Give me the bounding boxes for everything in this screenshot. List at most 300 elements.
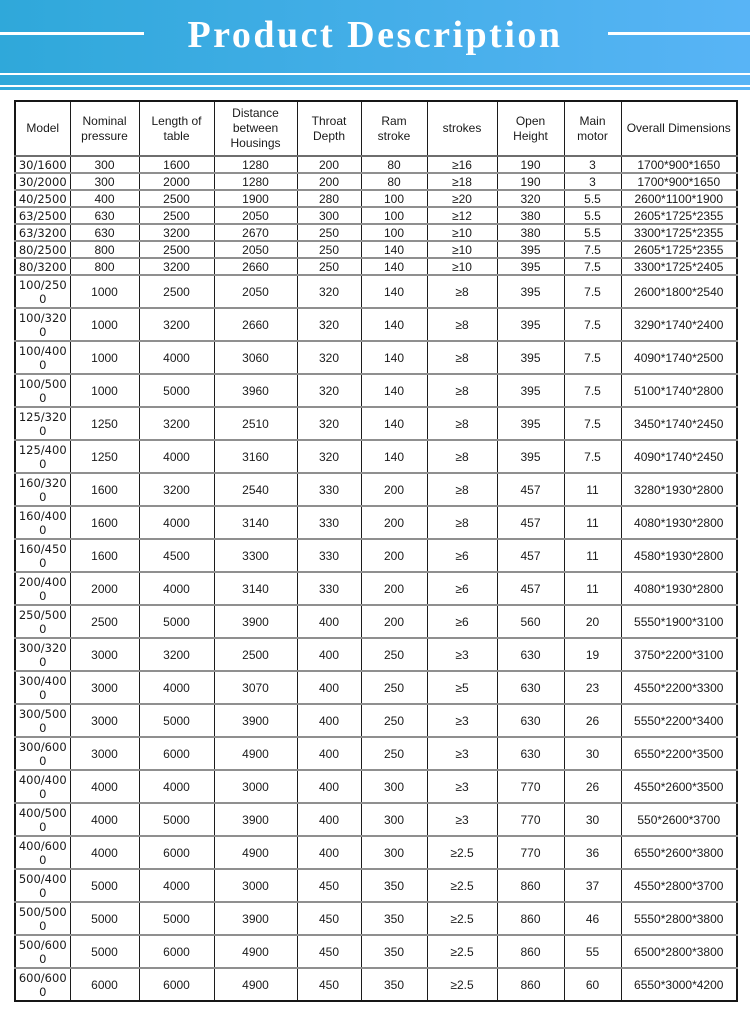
cell-strokes: ≥2.5: [427, 869, 497, 902]
table-row: [15, 803, 737, 836]
cell-nominal-pressure: 4000: [70, 770, 139, 803]
column-header-nominal-pressure: Nominal pressure: [70, 101, 139, 156]
title-rule-right: [608, 32, 750, 35]
cell-ram-stroke: 200: [361, 539, 427, 572]
cell-strokes: ≥6: [427, 605, 497, 638]
cell-nominal-pressure: 6000: [70, 968, 139, 1001]
cell-strokes: ≥12: [427, 207, 497, 224]
cell-nominal-pressure: 1600: [70, 506, 139, 539]
cell-throat-depth: 280: [297, 190, 361, 207]
cell-ram-stroke: 200: [361, 605, 427, 638]
cell-nominal-pressure: 400: [70, 190, 139, 207]
cell-overall-dimensions: 4080*1930*2800: [621, 506, 737, 539]
cell-nominal-pressure: 1600: [70, 539, 139, 572]
cell-main-motor: 37: [564, 869, 621, 902]
cell-overall-dimensions: 5550*1900*3100: [621, 605, 737, 638]
cell-open-height: 190: [497, 156, 564, 173]
cell-open-height: 395: [497, 275, 564, 308]
cell-ram-stroke: 140: [361, 258, 427, 275]
table-row: [15, 440, 737, 473]
cell-model: 100/3200: [15, 308, 70, 341]
cell-nominal-pressure: 1000: [70, 341, 139, 374]
cell-distance-between-housings: 3060: [214, 341, 297, 374]
column-header-main-motor: Main motor: [564, 101, 621, 156]
cell-distance-between-housings: 3300: [214, 539, 297, 572]
cell-ram-stroke: 300: [361, 803, 427, 836]
cell-model: 80/3200: [15, 258, 70, 275]
cell-throat-depth: 400: [297, 803, 361, 836]
cell-model: 300/5000: [15, 704, 70, 737]
cell-throat-depth: 400: [297, 836, 361, 869]
cell-length-of-table: 4000: [139, 671, 214, 704]
cell-model: 30/2000: [15, 173, 70, 190]
cell-main-motor: 3: [564, 156, 621, 173]
cell-length-of-table: 2000: [139, 173, 214, 190]
cell-ram-stroke: 250: [361, 671, 427, 704]
cell-overall-dimensions: 6550*2600*3800: [621, 836, 737, 869]
cell-length-of-table: 3200: [139, 308, 214, 341]
table-row: [15, 671, 737, 704]
cell-throat-depth: 400: [297, 638, 361, 671]
cell-strokes: ≥16: [427, 156, 497, 173]
cell-length-of-table: 4000: [139, 572, 214, 605]
cell-strokes: ≥8: [427, 341, 497, 374]
cell-distance-between-housings: 2050: [214, 275, 297, 308]
cell-throat-depth: 400: [297, 605, 361, 638]
cell-overall-dimensions: 1700*900*1650: [621, 173, 737, 190]
cell-throat-depth: 250: [297, 224, 361, 241]
cell-main-motor: 7.5: [564, 374, 621, 407]
cell-length-of-table: 4000: [139, 440, 214, 473]
cell-nominal-pressure: 1000: [70, 308, 139, 341]
cell-main-motor: 7.5: [564, 258, 621, 275]
cell-main-motor: 7.5: [564, 440, 621, 473]
cell-nominal-pressure: 3000: [70, 638, 139, 671]
cell-strokes: ≥8: [427, 440, 497, 473]
cell-throat-depth: 330: [297, 539, 361, 572]
cell-distance-between-housings: 2660: [214, 308, 297, 341]
column-header-strokes: strokes: [427, 101, 497, 156]
cell-nominal-pressure: 1250: [70, 440, 139, 473]
cell-ram-stroke: 200: [361, 506, 427, 539]
cell-throat-depth: 200: [297, 173, 361, 190]
cell-main-motor: 60: [564, 968, 621, 1001]
cell-overall-dimensions: 4550*2200*3300: [621, 671, 737, 704]
cell-overall-dimensions: 6550*3000*4200: [621, 968, 737, 1001]
cell-strokes: ≥10: [427, 224, 497, 241]
page-title: Product Description: [187, 14, 563, 56]
cell-overall-dimensions: 3750*2200*3100: [621, 638, 737, 671]
cell-ram-stroke: 300: [361, 836, 427, 869]
cell-throat-depth: 450: [297, 902, 361, 935]
cell-main-motor: 55: [564, 935, 621, 968]
cell-open-height: 395: [497, 407, 564, 440]
cell-length-of-table: 5000: [139, 803, 214, 836]
cell-main-motor: 46: [564, 902, 621, 935]
cell-main-motor: 36: [564, 836, 621, 869]
cell-length-of-table: 3200: [139, 638, 214, 671]
cell-ram-stroke: 140: [361, 241, 427, 258]
cell-strokes: ≥20: [427, 190, 497, 207]
cell-open-height: 630: [497, 638, 564, 671]
cell-open-height: 630: [497, 704, 564, 737]
cell-open-height: 457: [497, 473, 564, 506]
cell-model: 160/4500: [15, 539, 70, 572]
cell-ram-stroke: 100: [361, 207, 427, 224]
cell-main-motor: 11: [564, 473, 621, 506]
cell-throat-depth: 320: [297, 275, 361, 308]
cell-distance-between-housings: 3960: [214, 374, 297, 407]
cell-strokes: ≥18: [427, 173, 497, 190]
cell-main-motor: 19: [564, 638, 621, 671]
cell-length-of-table: 4500: [139, 539, 214, 572]
cell-model: 500/5000: [15, 902, 70, 935]
cell-strokes: ≥8: [427, 407, 497, 440]
cell-overall-dimensions: 2605*1725*2355: [621, 241, 737, 258]
cell-nominal-pressure: 800: [70, 241, 139, 258]
cell-main-motor: 7.5: [564, 275, 621, 308]
cell-length-of-table: 3200: [139, 407, 214, 440]
cell-main-motor: 5.5: [564, 224, 621, 241]
cell-overall-dimensions: 6550*2200*3500: [621, 737, 737, 770]
cell-open-height: 860: [497, 935, 564, 968]
cell-overall-dimensions: 2600*1800*2540: [621, 275, 737, 308]
cell-nominal-pressure: 5000: [70, 902, 139, 935]
cell-main-motor: 7.5: [564, 241, 621, 258]
cell-open-height: 860: [497, 968, 564, 1001]
cell-distance-between-housings: 3900: [214, 605, 297, 638]
cell-overall-dimensions: 4550*2600*3500: [621, 770, 737, 803]
cell-throat-depth: 250: [297, 258, 361, 275]
cell-ram-stroke: 350: [361, 902, 427, 935]
cell-distance-between-housings: 4900: [214, 968, 297, 1001]
cell-strokes: ≥8: [427, 308, 497, 341]
cell-strokes: ≥8: [427, 374, 497, 407]
cell-strokes: ≥3: [427, 638, 497, 671]
table-row: [15, 156, 737, 173]
cell-model: 40/2500: [15, 190, 70, 207]
cell-open-height: 380: [497, 207, 564, 224]
cell-throat-depth: 450: [297, 935, 361, 968]
cell-strokes: ≥3: [427, 770, 497, 803]
cell-nominal-pressure: 3000: [70, 737, 139, 770]
cell-main-motor: 26: [564, 770, 621, 803]
cell-model: 400/6000: [15, 836, 70, 869]
cell-nominal-pressure: 1000: [70, 275, 139, 308]
cell-throat-depth: 450: [297, 968, 361, 1001]
column-header-ram-stroke: Ram stroke: [361, 101, 427, 156]
cell-strokes: ≥3: [427, 737, 497, 770]
cell-model: 300/3200: [15, 638, 70, 671]
cell-strokes: ≥2.5: [427, 935, 497, 968]
cell-throat-depth: 330: [297, 506, 361, 539]
cell-open-height: 395: [497, 308, 564, 341]
cell-throat-depth: 320: [297, 374, 361, 407]
cell-ram-stroke: 140: [361, 440, 427, 473]
cell-open-height: 190: [497, 173, 564, 190]
cell-model: 80/2500: [15, 241, 70, 258]
cell-strokes: ≥8: [427, 473, 497, 506]
table-row: [15, 275, 737, 308]
cell-nominal-pressure: 630: [70, 224, 139, 241]
cell-model: 200/4000: [15, 572, 70, 605]
cell-nominal-pressure: 3000: [70, 704, 139, 737]
cell-length-of-table: 6000: [139, 737, 214, 770]
cell-ram-stroke: 300: [361, 770, 427, 803]
cell-nominal-pressure: 5000: [70, 935, 139, 968]
table-row: [15, 241, 737, 258]
cell-length-of-table: 2500: [139, 275, 214, 308]
cell-nominal-pressure: 3000: [70, 671, 139, 704]
table-row: [15, 173, 737, 190]
cell-length-of-table: 4000: [139, 770, 214, 803]
cell-main-motor: 5.5: [564, 190, 621, 207]
cell-model: 600/6000: [15, 968, 70, 1001]
cell-nominal-pressure: 4000: [70, 803, 139, 836]
cell-strokes: ≥3: [427, 704, 497, 737]
cell-distance-between-housings: 4900: [214, 836, 297, 869]
cell-main-motor: 20: [564, 605, 621, 638]
cell-model: 100/2500: [15, 275, 70, 308]
table-row: [15, 737, 737, 770]
cell-throat-depth: 200: [297, 156, 361, 173]
cell-distance-between-housings: 3900: [214, 902, 297, 935]
cell-ram-stroke: 140: [361, 407, 427, 440]
cell-ram-stroke: 100: [361, 224, 427, 241]
cell-throat-depth: 450: [297, 869, 361, 902]
cell-length-of-table: 5000: [139, 605, 214, 638]
cell-distance-between-housings: 3140: [214, 506, 297, 539]
cell-model: 500/6000: [15, 935, 70, 968]
cell-distance-between-housings: 1900: [214, 190, 297, 207]
cell-strokes: ≥8: [427, 506, 497, 539]
cell-distance-between-housings: 2050: [214, 207, 297, 224]
cell-overall-dimensions: 6500*2800*3800: [621, 935, 737, 968]
cell-model: 160/3200: [15, 473, 70, 506]
cell-throat-depth: 250: [297, 241, 361, 258]
cell-ram-stroke: 200: [361, 473, 427, 506]
cell-overall-dimensions: 4090*1740*2450: [621, 440, 737, 473]
cell-throat-depth: 320: [297, 341, 361, 374]
table-header-row: [15, 101, 737, 156]
cell-throat-depth: 300: [297, 207, 361, 224]
divider-stripe-thick: [0, 75, 750, 85]
cell-nominal-pressure: 630: [70, 207, 139, 224]
cell-overall-dimensions: 3280*1930*2800: [621, 473, 737, 506]
cell-nominal-pressure: 300: [70, 156, 139, 173]
cell-ram-stroke: 140: [361, 275, 427, 308]
cell-distance-between-housings: 3900: [214, 803, 297, 836]
table-row: [15, 473, 737, 506]
column-header-length-of-table: Length of table: [139, 101, 214, 156]
cell-open-height: 395: [497, 374, 564, 407]
cell-main-motor: 7.5: [564, 407, 621, 440]
cell-nominal-pressure: 1000: [70, 374, 139, 407]
cell-model: 300/6000: [15, 737, 70, 770]
cell-open-height: 395: [497, 440, 564, 473]
cell-open-height: 770: [497, 836, 564, 869]
cell-open-height: 457: [497, 506, 564, 539]
cell-overall-dimensions: 4080*1930*2800: [621, 572, 737, 605]
cell-overall-dimensions: 4580*1930*2800: [621, 539, 737, 572]
cell-strokes: ≥2.5: [427, 968, 497, 1001]
cell-ram-stroke: 80: [361, 173, 427, 190]
cell-distance-between-housings: 2510: [214, 407, 297, 440]
table-row: [15, 572, 737, 605]
table-row: [15, 770, 737, 803]
cell-open-height: 457: [497, 572, 564, 605]
cell-ram-stroke: 80: [361, 156, 427, 173]
cell-overall-dimensions: 2605*1725*2355: [621, 207, 737, 224]
cell-length-of-table: 5000: [139, 902, 214, 935]
cell-strokes: ≥5: [427, 671, 497, 704]
cell-open-height: 457: [497, 539, 564, 572]
cell-throat-depth: 330: [297, 473, 361, 506]
table-row: [15, 704, 737, 737]
cell-distance-between-housings: 3900: [214, 704, 297, 737]
column-header-overall-dimensions: Overall Dimensions: [621, 101, 737, 156]
cell-length-of-table: 6000: [139, 968, 214, 1001]
table-row: [15, 190, 737, 207]
cell-length-of-table: 4000: [139, 341, 214, 374]
cell-distance-between-housings: 1280: [214, 173, 297, 190]
table-row: [15, 935, 737, 968]
spec-table: [14, 100, 738, 1002]
column-header-distance-between-housings: Distance between Housings: [214, 101, 297, 156]
cell-model: 300/4000: [15, 671, 70, 704]
cell-main-motor: 11: [564, 506, 621, 539]
cell-ram-stroke: 200: [361, 572, 427, 605]
cell-nominal-pressure: 2000: [70, 572, 139, 605]
table-row: [15, 407, 737, 440]
cell-open-height: 380: [497, 224, 564, 241]
table-row: [15, 968, 737, 1001]
cell-distance-between-housings: 4900: [214, 737, 297, 770]
cell-open-height: 320: [497, 190, 564, 207]
cell-overall-dimensions: 1700*900*1650: [621, 156, 737, 173]
cell-model: 125/4000: [15, 440, 70, 473]
cell-ram-stroke: 250: [361, 638, 427, 671]
cell-model: 30/1600: [15, 156, 70, 173]
cell-distance-between-housings: 2660: [214, 258, 297, 275]
table-row: [15, 902, 737, 935]
cell-main-motor: 3: [564, 173, 621, 190]
title-rule-left: [0, 32, 144, 35]
cell-open-height: 630: [497, 671, 564, 704]
cell-ram-stroke: 350: [361, 869, 427, 902]
cell-nominal-pressure: 5000: [70, 869, 139, 902]
table-row: [15, 836, 737, 869]
cell-length-of-table: 6000: [139, 836, 214, 869]
cell-model: 125/3200: [15, 407, 70, 440]
cell-ram-stroke: 250: [361, 737, 427, 770]
table-row: [15, 374, 737, 407]
cell-throat-depth: 320: [297, 440, 361, 473]
cell-length-of-table: 3200: [139, 224, 214, 241]
cell-ram-stroke: 350: [361, 968, 427, 1001]
cell-length-of-table: 2500: [139, 190, 214, 207]
cell-open-height: 395: [497, 258, 564, 275]
cell-nominal-pressure: 1600: [70, 473, 139, 506]
cell-model: 100/4000: [15, 341, 70, 374]
cell-open-height: 395: [497, 241, 564, 258]
cell-open-height: 860: [497, 902, 564, 935]
cell-nominal-pressure: 800: [70, 258, 139, 275]
cell-strokes: ≥10: [427, 241, 497, 258]
cell-open-height: 860: [497, 869, 564, 902]
cell-throat-depth: 320: [297, 407, 361, 440]
table-row: [15, 224, 737, 241]
spec-table-body: [15, 156, 737, 1001]
cell-throat-depth: 330: [297, 572, 361, 605]
cell-overall-dimensions: 3450*1740*2450: [621, 407, 737, 440]
cell-strokes: ≥6: [427, 572, 497, 605]
cell-ram-stroke: 140: [361, 341, 427, 374]
cell-open-height: 770: [497, 770, 564, 803]
cell-overall-dimensions: 3300*1725*2355: [621, 224, 737, 241]
cell-model: 63/2500: [15, 207, 70, 224]
cell-open-height: 630: [497, 737, 564, 770]
cell-overall-dimensions: 5100*1740*2800: [621, 374, 737, 407]
cell-main-motor: 11: [564, 539, 621, 572]
cell-overall-dimensions: 2600*1100*1900: [621, 190, 737, 207]
cell-strokes: ≥10: [427, 258, 497, 275]
cell-distance-between-housings: 4900: [214, 935, 297, 968]
cell-model: 400/5000: [15, 803, 70, 836]
cell-overall-dimensions: 3300*1725*2405: [621, 258, 737, 275]
table-row: [15, 638, 737, 671]
cell-throat-depth: 400: [297, 737, 361, 770]
cell-model: 250/5000: [15, 605, 70, 638]
cell-main-motor: 30: [564, 803, 621, 836]
cell-throat-depth: 400: [297, 671, 361, 704]
column-header-throat-depth: Throat Depth: [297, 101, 361, 156]
table-row: [15, 258, 737, 275]
cell-ram-stroke: 100: [361, 190, 427, 207]
banner: [0, 0, 750, 73]
cell-throat-depth: 400: [297, 704, 361, 737]
cell-distance-between-housings: 2500: [214, 638, 297, 671]
cell-length-of-table: 2500: [139, 241, 214, 258]
cell-length-of-table: 3200: [139, 258, 214, 275]
cell-overall-dimensions: 3290*1740*2400: [621, 308, 737, 341]
table-row: [15, 341, 737, 374]
cell-main-motor: 11: [564, 572, 621, 605]
cell-length-of-table: 3200: [139, 473, 214, 506]
cell-length-of-table: 1600: [139, 156, 214, 173]
table-row: [15, 605, 737, 638]
cell-overall-dimensions: 5550*2800*3800: [621, 902, 737, 935]
cell-length-of-table: 6000: [139, 935, 214, 968]
cell-nominal-pressure: 1250: [70, 407, 139, 440]
table-row: [15, 539, 737, 572]
cell-throat-depth: 320: [297, 308, 361, 341]
cell-main-motor: 23: [564, 671, 621, 704]
cell-length-of-table: 4000: [139, 869, 214, 902]
cell-model: 63/3200: [15, 224, 70, 241]
cell-distance-between-housings: 3140: [214, 572, 297, 605]
cell-ram-stroke: 140: [361, 374, 427, 407]
cell-open-height: 395: [497, 341, 564, 374]
table-row: [15, 308, 737, 341]
cell-length-of-table: 4000: [139, 506, 214, 539]
cell-distance-between-housings: 2050: [214, 241, 297, 258]
cell-length-of-table: 2500: [139, 207, 214, 224]
column-header-model: Model: [15, 101, 70, 156]
cell-distance-between-housings: 3070: [214, 671, 297, 704]
cell-main-motor: 5.5: [564, 207, 621, 224]
cell-main-motor: 7.5: [564, 341, 621, 374]
